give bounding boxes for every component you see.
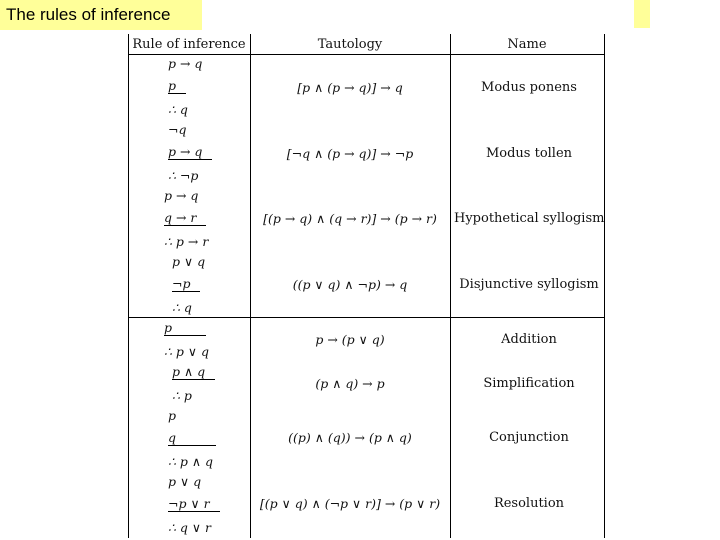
- row0-name: Modus ponens: [481, 80, 577, 95]
- row6-tautology: ((p) ∧ (q)) → (p ∧ q): [288, 430, 412, 445]
- row6-name: Conjunction: [489, 430, 569, 445]
- row5-tautology: (p ∧ q) → p: [315, 376, 385, 391]
- row4-tautology: p → (p ∨ q): [315, 332, 385, 347]
- table-border-right: [604, 34, 605, 538]
- row7-tautology: [(p ∨ q) ∧ (¬p ∨ r)] → (p ∨ r): [259, 496, 441, 511]
- row6-premise2: q: [168, 430, 216, 446]
- row4-conclusion: ∴ p ∨ q: [164, 344, 210, 359]
- row3-tautology: ((p ∨ q) ∧ ¬p) → q: [292, 277, 408, 292]
- row2-name: Hypothetical syllogism: [454, 211, 605, 226]
- row2-premise1: p → q: [164, 188, 199, 203]
- row2-tautology: [(p → q) ∧ (q → r)] → (p → r): [263, 211, 437, 226]
- row2-conclusion: ∴ p → r: [164, 234, 209, 249]
- row7-conclusion: ∴ q ∨ r: [168, 520, 211, 535]
- row3-name: Disjunctive syllogism: [459, 277, 599, 292]
- row1-premise2: p → q: [168, 144, 212, 160]
- header-rule: Rule of inference: [132, 37, 246, 52]
- row0-conclusion: ∴ q: [168, 102, 188, 117]
- row6-premise1: p: [168, 408, 177, 423]
- section-divider: [128, 317, 605, 318]
- header-name: Name: [507, 37, 547, 52]
- header-divider: [128, 54, 605, 55]
- table-divider-2: [450, 34, 451, 538]
- row5-name: Simplification: [483, 376, 575, 391]
- row3-premise1: p ∨ q: [172, 254, 206, 269]
- table-border-left: [128, 34, 129, 538]
- row1-premise1: ¬q: [168, 122, 187, 137]
- slide-title: The rules of inference: [0, 0, 202, 30]
- row6-conclusion: ∴ p ∧ q: [168, 454, 214, 469]
- row3-premise2: ¬p: [172, 276, 200, 292]
- row0-premise1: p → q: [168, 56, 203, 71]
- row0-tautology: [p ∧ (p → q)] → q: [297, 80, 403, 95]
- row4-premise1: p: [164, 320, 206, 336]
- row1-name: Modus tollen: [485, 146, 573, 161]
- header-tautology: Tautology: [317, 37, 383, 52]
- row7-premise1: p ∨ q: [168, 474, 202, 489]
- row7-name: Resolution: [493, 496, 565, 511]
- row7-premise2: ¬p ∨ r: [168, 496, 220, 512]
- row1-conclusion: ∴ ¬p: [168, 168, 199, 183]
- row4-name: Addition: [501, 332, 557, 347]
- row1-tautology: [¬q ∧ (p → q)] → ¬p: [286, 146, 414, 161]
- accent-block: [634, 0, 650, 28]
- row2-premise2: q → r: [164, 210, 206, 226]
- row3-conclusion: ∴ q: [172, 300, 192, 315]
- row5-conclusion: ∴ p: [172, 388, 192, 403]
- row0-premise2: p: [168, 78, 186, 94]
- row5-premise1: p ∧ q: [172, 364, 215, 380]
- inference-table: [128, 34, 606, 538]
